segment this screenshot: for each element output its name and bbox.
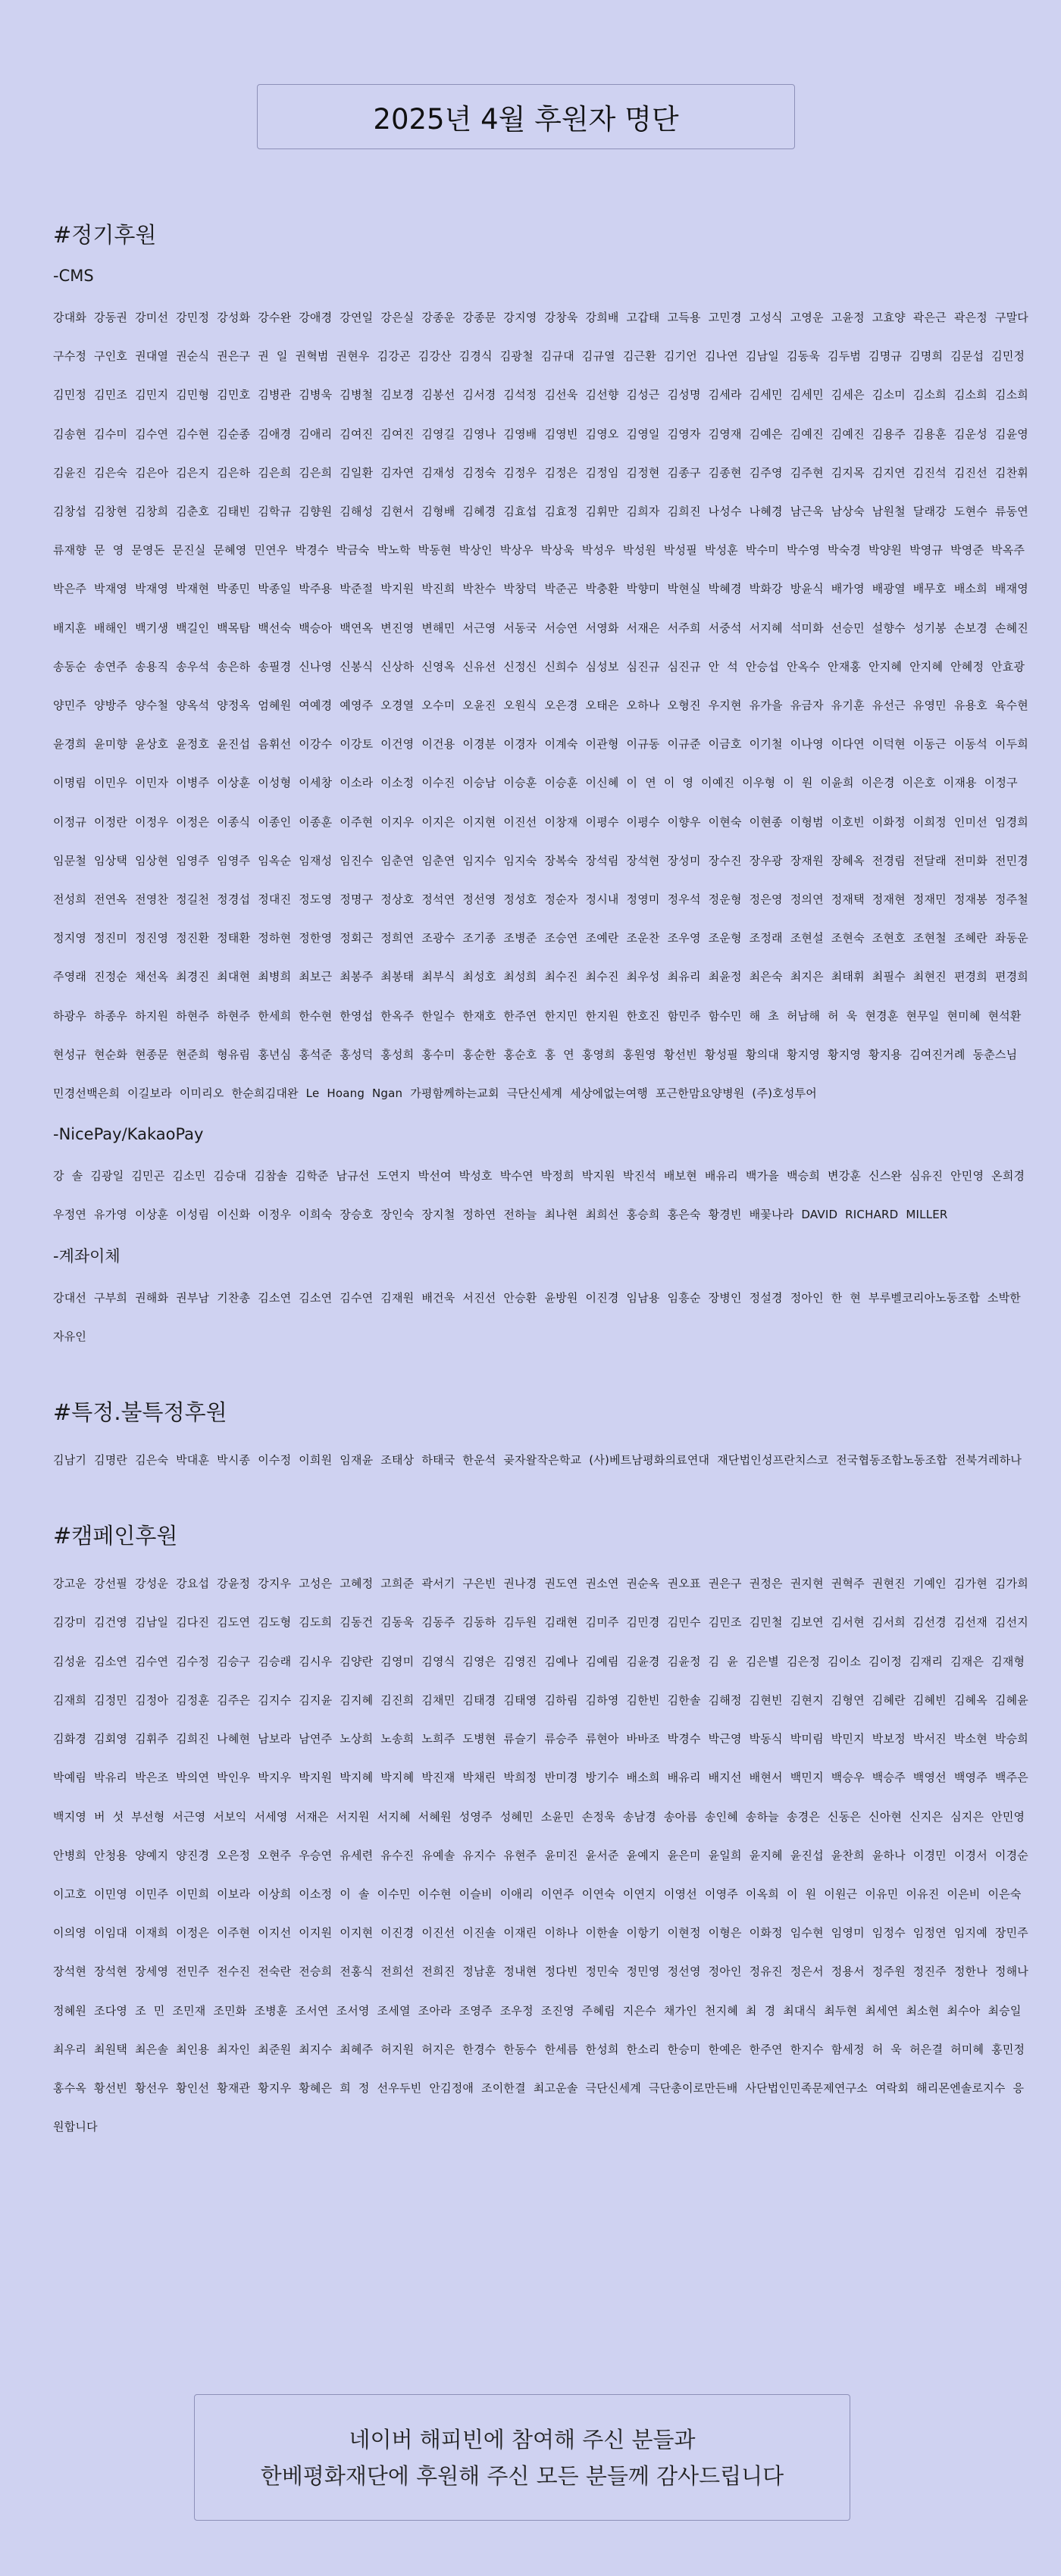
donor-names-transfer: 강대선 구부희 권해화 권부남 기찬총 김소연 김소연 김수연 김재원 배건욱 서진선 안승환 윤방원 이진경 임남용 임흥순 장병인 정설경 정아인 한 현 부루벨코리아노동조합 소박한자유인 — [53, 1290, 1021, 1343]
section-heading-specific: #특정.불특정후원 — [53, 1399, 227, 1426]
subsection-cms — [53, 264, 1031, 1113]
section-heading-regular: #정기후원 — [53, 222, 157, 248]
subsection-heading-transfer: -계좌이체 — [53, 1246, 120, 1265]
page-title: 2025년 4월 후원자 명단 — [257, 84, 795, 149]
thank-you-box — [194, 2394, 850, 2521]
donor-names-nicepay: 강 솔 김광일 김민곤 김소민 김승대 김참솔 김학준 남규선 도연지 박선여 박성호 박수연 박정희 박지원 박진석 배보현 배유리 백가을 백승희 변강훈 신스완 심유진 안민영 온희경 우정연 유가영 이상훈 이성림 이신화 이정우 이희숙 장승호 장인숙 장지철 정하연 전하늘 최나현 최희선 홍승희 홍은숙 황경빈 배꽃나라 DAVID RICHARD MILLER — [53, 1169, 1025, 1222]
section-campaign — [53, 1521, 1031, 2146]
section-specific — [53, 1397, 1031, 1480]
section-heading-campaign: #캠페인후원 — [53, 1523, 178, 1549]
thank-you-line-1: 네이버 해피빈에 참여해 주신 분들과 — [349, 2426, 696, 2453]
subsection-nicepay — [53, 1122, 1031, 1234]
thank-you-line-2: 한베평화재단에 후원해 주신 모든 분들께 감사드립니다 — [260, 2462, 784, 2489]
donor-names-specific: 김남기 김명란 김은숙 박대훈 박시종 이수정 이희원 임재윤 조태상 하태국 한운석 곶자왈작은학교 (사)베트남평화의료연대 재단법인성프란치스코 전국협동조합노동조합 전북겨레하나 — [53, 1453, 1022, 1468]
donor-list — [53, 220, 1031, 2156]
donor-names-cms: 강대화 강동권 강미선 강민정 강성화 강수완 강애경 강연일 강은실 강종운 강종문 강지영 강창욱 강희배 고갑태 고득용 고민경 고성식 고영운 고윤정 고효양 곽은근 곽은정 구말다 구수정 구인호 권대열 권순식 권은구 권 일 권혁범 권현우 김강곤 김강산 김경식 김광철 김규대 김규열 김근환 김기언 김나연 김남일 김동욱 김두범 김명규 김명희 김문섭 김민정 김민정 김민조 김민지 김민형 김민호 김병관 김병욱 김병철 김보경 김봉선 김서경 김석정 김선욱 김선향 김성근 김성명 김세라 김세민 김세민 김세은 김소미 김소희 김소희 김소희 김송현 김수미 김수연 김수현 김순종 김애경 김애리 김여진 김여진 김영길 김영나 김영배 김영빈 김영오 김영일 김영자 김영재 김예은 김예진 김예진 김용주 김용훈 김운성 김윤영 김윤진 김은숙 김은아 김은지 김은하 김은희 김은희 김일환 김자연 김재성 김정숙 김정우 김정은 김정임 김정현 김종구 김종현 김주영 김주현 김지목 김지연 김진석 김진선 김찬휘 김창섭 김창현 김창희 김춘호 김태빈 김학규 김향원 김해성 김현서 김형배 김혜경 김효섭 김효정 김휘만 김희자 김희진 나성수 나혜경 남근욱 남상숙 남원철 달래강 도현수 류동연 류재향 문 영 문영돈 문진실 문혜영 민연우 박경수 박금숙 박노학 박동현 박상인 박상우 박상욱 박성우 박성원 박성필 박성훈 박수미 박수영 박숙경 박양원 박영규 박영준 박옥주 박은주 박재영 박재영 박재현 박종민 박종일 박주용 박준절 박지원 박진희 박찬수 박창덕 박준곤 박충환 박향미 박현실 박혜경 박화강 방윤식 배가영 배광열 배무호 배소희 배재영 배지훈 배해인 백기생 백길인 백목탐 백선숙 백승아 백연옥 변진영 변해민 서근영 서동국 서승연 서영화 서재은 서주희 서중석 서지혜 석미화 선승민 설향수 성기봉 손보경 손혜진 송동순 송연주 송용직 송우석 송은하 송필경 신나영 신봉식 신상하 신영옥 신유선 신정신 신희수 심성보 심진규 심진규 안 석 안승섭 안옥수 안재홍 안지혜 안지혜 안혜정 안효광 양민주 양방주 양수철 양옥석 양정옥 엄혜원 여예경 예영주 오경열 오수미 오윤진 오원식 오은경 오태은 오하나 오형진 우지현 유가을 유금자 유기훈 유선근 유영민 유용호 육수현 윤경희 윤미향 윤상호 윤정호 윤진섭 음휘선 이강수 이강토 이건영 이건용 이경분 이경자 이계숙 이관형 이규동 이규준 이금호 이기철 이나영 이다연 이덕현 이동근 이동석 이두희 이명림 이민우 이민자 이병주 이상훈 이성형 이세창 이소라 이소정 이수진 이승남 이승훈 이승훈 이신혜 이 연 이 영 이예진 이우형 이 원 이윤희 이은경 이은호 이재용 이정구 이정규 이정란 이정우 이정은 이종식 이종인 이종훈 이주현 이지우 이지은 이지현 이진선 이창재 이평수 이평수 이향우 이현숙 이현종 이형범 이호빈 이화정 이희정 인미선 임경희 임문철 임상택 임상현 임영주 임영주 임옥순 임재성 임진수 임춘연 임춘연 임지수 임지숙 장복숙 장석림 장석현 장성미 장수진 장우광 장재원 장혜옥 전경림 전달래 전미화 전민경 전성희 전연옥 전영찬 정길천 정경섭 정대진 정도영 정명구 정상호 정석연 정선영 정성호 정순자 정시내 정영미 정우석 정운형 정은영 정의연 정재택 정재현 정재민 정재봉 정주철 정지영 정진미 정진영 정진환 정태환 정하현 정한영 정회근 정희연 조광수 조기종 조병준 조승연 조예란 조운찬 조우영 조운형 조정래 조현설 조현숙 조현호 조현철 조혜란 좌동운 주영래 진정순 채선옥 최경진 최대현 최병희 최보근 최봉주 최봉태 최부식 최성호 최성희 최수진 최수진 최우성 최유리 최윤정 최은숙 최지은 최태휘 최필수 최현진 편경희 편경희 하광우 하종우 하지원 하현주 하현주 한세희 한수현 한영섭 한옥주 한일수 한재호 한주연 한지민 한지원 한호진 함민주 함수민 해 초 허남해 허 욱 현경훈 현무일 현미혜 현석환 현성규 현순화 현종문 현준희 형유림 홍년심 홍석준 홍성덕 홍성희 홍수미 홍순한 홍순호 홍 연 홍영희 홍원영 황선빈 황성필 황의대 황지영 황지영 황지용 김여진거례 동춘스님 민경선백은희 이길보라 이미리오 한순희김대완 Le Hoang Ngan 가평함께하는교회 극단신세계 세상에없는여행 포근한맘요양병원 (주)호성투어 — [53, 311, 1028, 1101]
subsection-heading-nicepay: -NicePay/KakaoPay — [53, 1125, 204, 1144]
subsection-transfer — [53, 1244, 1031, 1356]
subsection-heading-cms: -CMS — [53, 267, 94, 285]
donor-names-campaign: 강고운 강선필 강성운 강요섭 강윤정 강지우 고성은 고혜정 고희준 곽서기 구은빈 권나경 권도연 권소연 권순옥 권오표 권은구 권정은 권지현 권혁주 권현진 기예인 김가현 김가희 김강미 김건영 김남일 김다진 김도연 김도형 김도희 김동건 김동욱 김동주 김동하 김두원 김래현 김미주 김민경 김민수 김민조 김민철 김보연 김서현 김서희 김선경 김선재 김선지 김성윤 김소연 김수연 김수정 김승구 김승래 김시우 김양란 김영미 김영식 김영은 김영진 김예나 김예림 김윤경 김윤정 김 윤 김은별 김은정 김이소 김이정 김재리 김재은 김재형 김재희 김정민 김정아 김정훈 김주은 김지수 김지윤 김지혜 김진희 김채민 김태경 김태영 김하림 김하영 김한빈 김한솔 김해정 김현빈 김현지 김형연 김혜란 김혜빈 김혜옥 김혜윤 김화경 김회영 김휘주 김희진 나혜현 남보라 남연주 노상희 노송희 노희주 도병현 류슬기 류승주 류현아 바바조 박경수 박근영 박동식 박미림 박민지 박보정 박서진 박소현 박승희 박예림 박유리 박은조 박의연 박인우 박지우 박지원 박지혜 박지혜 박진재 박채린 박희정 반미경 방기수 배소희 배유리 배지선 배현서 백민지 백승우 백승주 백영선 백영주 백주은 백지영 버 섯 부선형 서근영 서보익 서세영 서재은 서지원 서지혜 서혜원 성영주 성혜민 소윤민 손정욱 송남경 송아름 송인혜 송하늘 송경은 신동은 신아현 신지은 심지은 안민영 안병희 안청용 양예지 양진경 오은정 오현주 우승연 유세련 유수진 유예솔 유지수 유현주 윤미진 윤서준 윤예지 윤은미 윤일희 윤지혜 윤진섭 윤찬희 윤하나 이경민 이경서 이경순 이고호 이민영 이민주 이민희 이보라 이상희 이소정 이 솔 이수민 이수현 이슬비 이애리 이연주 이연숙 이연지 이영선 이영주 이옥희 이 원 이원근 이유민 이유진 이은비 이은숙 이의영 이임대 이재희 이정은 이주현 이지선 이지원 이지현 이진경 이진선 이진솔 이재린 이하나 이한솔 이항기 이현정 이형은 이화정 임수현 임영미 임정수 임정연 임지예 장민주 장석현 장석현 장세영 전민주 전수진 전숙란 전승희 전홍식 전희선 전희진 정남훈 정내현 정다빈 정민숙 정민영 정선영 정아인 정유진 정은서 정용서 정주원 정진주 정한나 정해나 정혜원 조다영 조 민 조민재 조민화 조병훈 조서연 조서영 조세열 조아라 조영주 조우정 조진영 주혜림 지은수 채가인 천지혜 최 경 최대식 최두현 최세연 최소현 최수아 최승일 최우리 최원택 최은솔 최인용 최자인 최준원 최지수 최혜주 허지원 허지은 한경수 한동수 한세름 한성희 한소리 한승미 한예은 한주연 한지수 함세정 허 욱 허은결 허미혜 홍민정 홍수옥 황선빈 황선우 황인선 황재관 황지우 황혜은 희 정 선우두빈 안김정애 조이한결 최고운솔 극단신세계 극단총이로만든배 사단법인민족문제연구소 여락회 해리몬엔솔로지수 응원합니다 — [53, 1577, 1028, 2134]
